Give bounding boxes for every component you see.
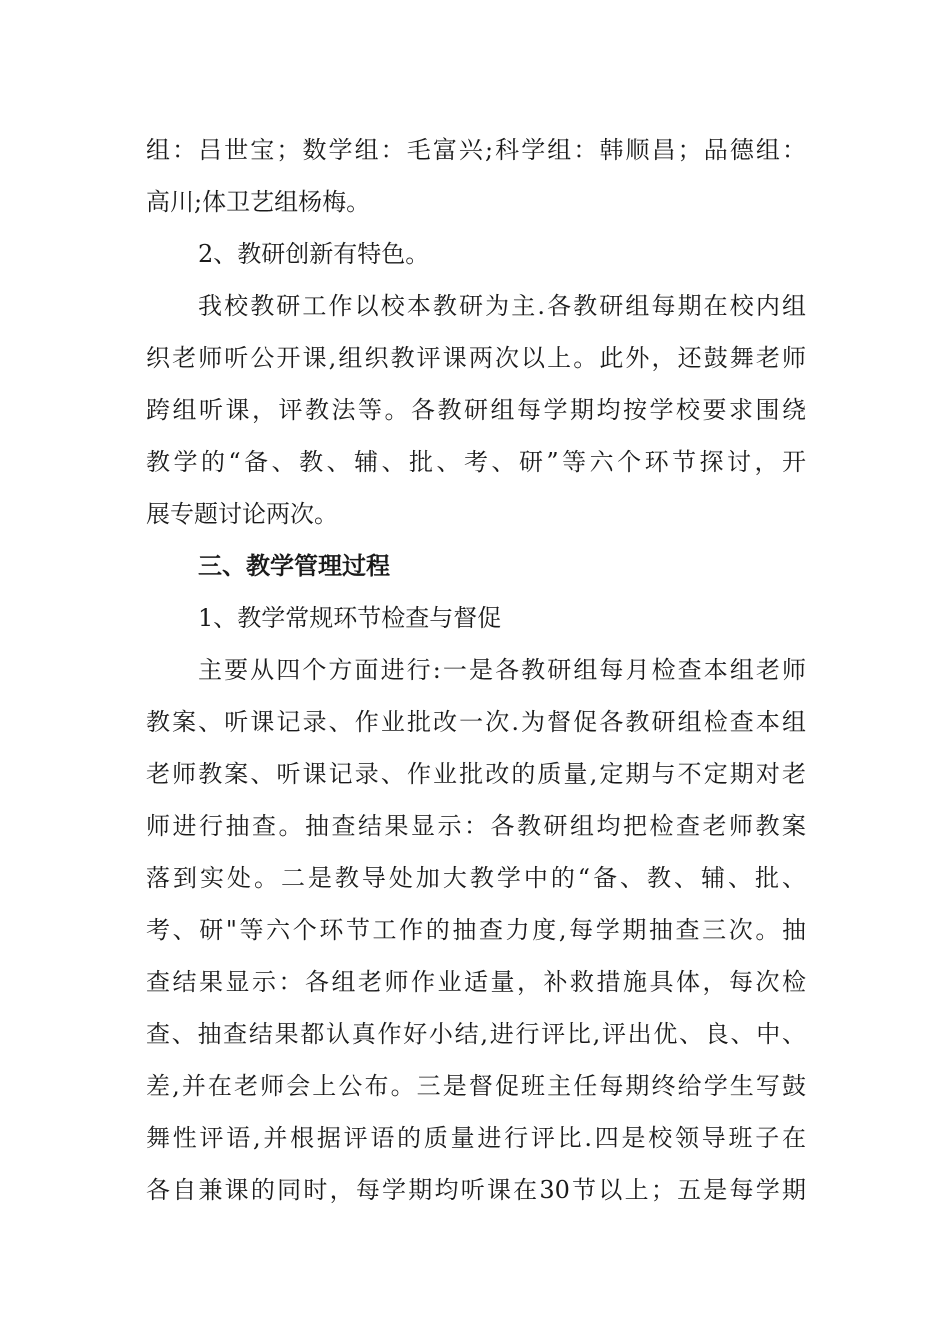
paragraph-line: 舞性评语,并根据评语的质量进行评比.四是校领导班子在 xyxy=(146,1124,806,1152)
paragraph-line: 落到实处。二是教导处加大教学中的“备、教、辅、批、 xyxy=(146,864,806,892)
paragraph-line: 组：吕世宝；数学组：毛富兴;科学组：韩顺昌；品德组： xyxy=(146,136,806,164)
paragraph-line: 查结果显示：各组老师作业适量，补救措施具体，每次检 xyxy=(146,968,806,996)
section-heading: 三、教学管理过程 xyxy=(198,551,390,580)
paragraph-line: 高川;体卫艺组杨梅。 xyxy=(146,188,371,216)
paragraph-line: 老师教案、听课记录、作业批改的质量,定期与不定期对老 xyxy=(146,760,806,788)
item-title-teaching-research-innovation: 2、教研创新有特色。 xyxy=(198,240,430,268)
paragraph-line: 考、研"等六个环节工作的抽查力度,每学期抽查三次。抽 xyxy=(146,916,806,944)
paragraph-line: 主要从四个方面进行:一是各教研组每月检查本组老师 xyxy=(198,656,806,684)
paragraph-line: 各自兼课的同时，每学期均听课在30节以上；五是每学期 xyxy=(146,1176,806,1204)
paragraph-line: 织老师听公开课,组织教评课两次以上。此外，还鼓舞老师 xyxy=(146,344,806,372)
item-title-routine-inspection: 1、教学常规环节检查与督促 xyxy=(198,604,502,632)
paragraph-line: 差,并在老师会上公布。三是督促班主任每期终给学生写鼓 xyxy=(146,1072,806,1100)
paragraph-inspection-details xyxy=(146,644,806,1216)
document-body xyxy=(146,124,806,1216)
paragraph-teaching-groups xyxy=(146,124,806,228)
paragraph-line: 教案、听课记录、作业批改一次.为督促各教研组检查本组 xyxy=(146,708,806,736)
paragraph-line: 教学的“备、教、辅、批、考、研”等六个环节探讨，开 xyxy=(146,448,806,476)
paragraph-line: 师进行抽查。抽查结果显示：各教研组均把检查老师教案 xyxy=(146,812,806,840)
paragraph-line: 查、抽查结果都认真作好小结,进行评比,评出优、良、中、 xyxy=(146,1020,806,1048)
paragraph-teaching-research xyxy=(146,280,806,540)
paragraph-line: 跨组听课，评教法等。各教研组每学期均按学校要求围绕 xyxy=(146,396,806,424)
paragraph-line: 我校教研工作以校本教研为主.各教研组每期在校内组 xyxy=(198,292,806,320)
paragraph-line: 展专题讨论两次。 xyxy=(146,500,338,528)
